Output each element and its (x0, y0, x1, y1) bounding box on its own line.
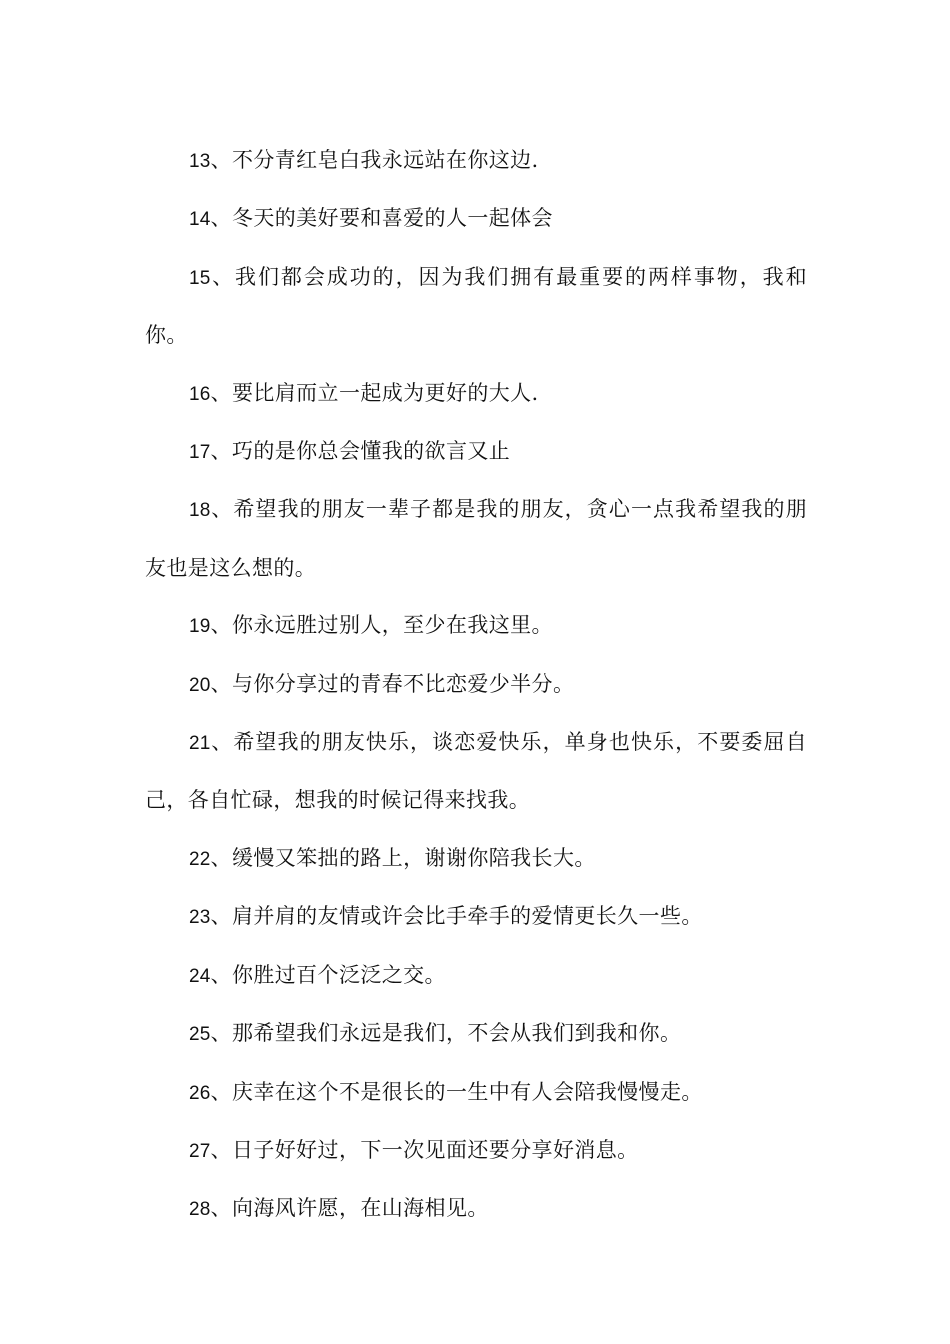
list-item (145, 888, 807, 946)
list-item (145, 1064, 807, 1122)
item-text: 、希望我的朋友一辈子都是我的朋友，贪心一点我希望我的朋友也是这么想的。 (145, 497, 807, 580)
item-text: 、庆幸在这个不是很长的一生中有人会陪我慢慢走。 (210, 1079, 703, 1104)
list-item (145, 132, 807, 190)
item-number: 22 (189, 848, 211, 870)
list-item (145, 365, 807, 423)
item-number: 23 (189, 907, 211, 929)
list-item (145, 423, 807, 481)
item-number: 15 (189, 267, 211, 289)
item-number: 28 (189, 1199, 211, 1221)
item-text: 、你永远胜过别人，至少在我这里。 (210, 613, 553, 638)
item-number: 14 (189, 209, 211, 231)
item-text: 、日子好好过，下一次见面还要分享好消息。 (210, 1137, 639, 1162)
item-text: 、缓慢又笨拙的路上，谢谢你陪我长大。 (210, 845, 596, 870)
item-text: 、冬天的美好要和喜爱的人一起体会 (210, 206, 553, 231)
item-text: 、肩并肩的友情或许会比手牵手的爱情更长久一些。 (210, 904, 703, 929)
item-text: 、希望我的朋友快乐，谈恋爱快乐，单身也快乐，不要委屈自己，各自忙碌，想我的时候记得来找我。 (145, 730, 807, 813)
item-number: 18 (189, 500, 211, 522)
list-item (145, 190, 807, 248)
item-number: 20 (189, 674, 211, 696)
list-item (145, 249, 807, 365)
list-item (145, 1005, 807, 1063)
list-item (145, 656, 807, 714)
item-text: 、你胜过百个泛泛之交。 (210, 962, 446, 987)
item-text: 、不分青红皂白我永远站在你这边. (210, 148, 539, 172)
item-text: 、巧的是你总会懂我的欲言又止 (210, 439, 511, 464)
item-number: 16 (189, 383, 211, 405)
item-number: 25 (189, 1024, 211, 1046)
item-text: 、向海风许愿，在山海相见。 (210, 1196, 489, 1221)
document-body (145, 132, 807, 1239)
list-item (145, 947, 807, 1005)
item-number: 13 (189, 151, 211, 172)
list-item (145, 481, 807, 597)
item-text: 、要比肩而立一起成为更好的大人. (210, 380, 539, 405)
item-number: 27 (189, 1140, 211, 1162)
list-item (145, 597, 807, 655)
item-number: 24 (189, 965, 211, 987)
item-number: 21 (189, 733, 211, 755)
item-text: 、与你分享过的青春不比恋爱少半分。 (210, 671, 575, 696)
item-number: 17 (189, 442, 211, 464)
item-text: 、我们都会成功的，因为我们拥有最重要的两样事物，我和你。 (145, 264, 807, 348)
item-number: 19 (189, 616, 211, 638)
list-item (145, 1122, 807, 1180)
list-item (145, 830, 807, 888)
list-item (145, 714, 807, 830)
item-number: 26 (189, 1082, 211, 1104)
item-text: 、那希望我们永远是我们，不会从我们到我和你。 (210, 1021, 682, 1046)
list-item (145, 1180, 807, 1238)
